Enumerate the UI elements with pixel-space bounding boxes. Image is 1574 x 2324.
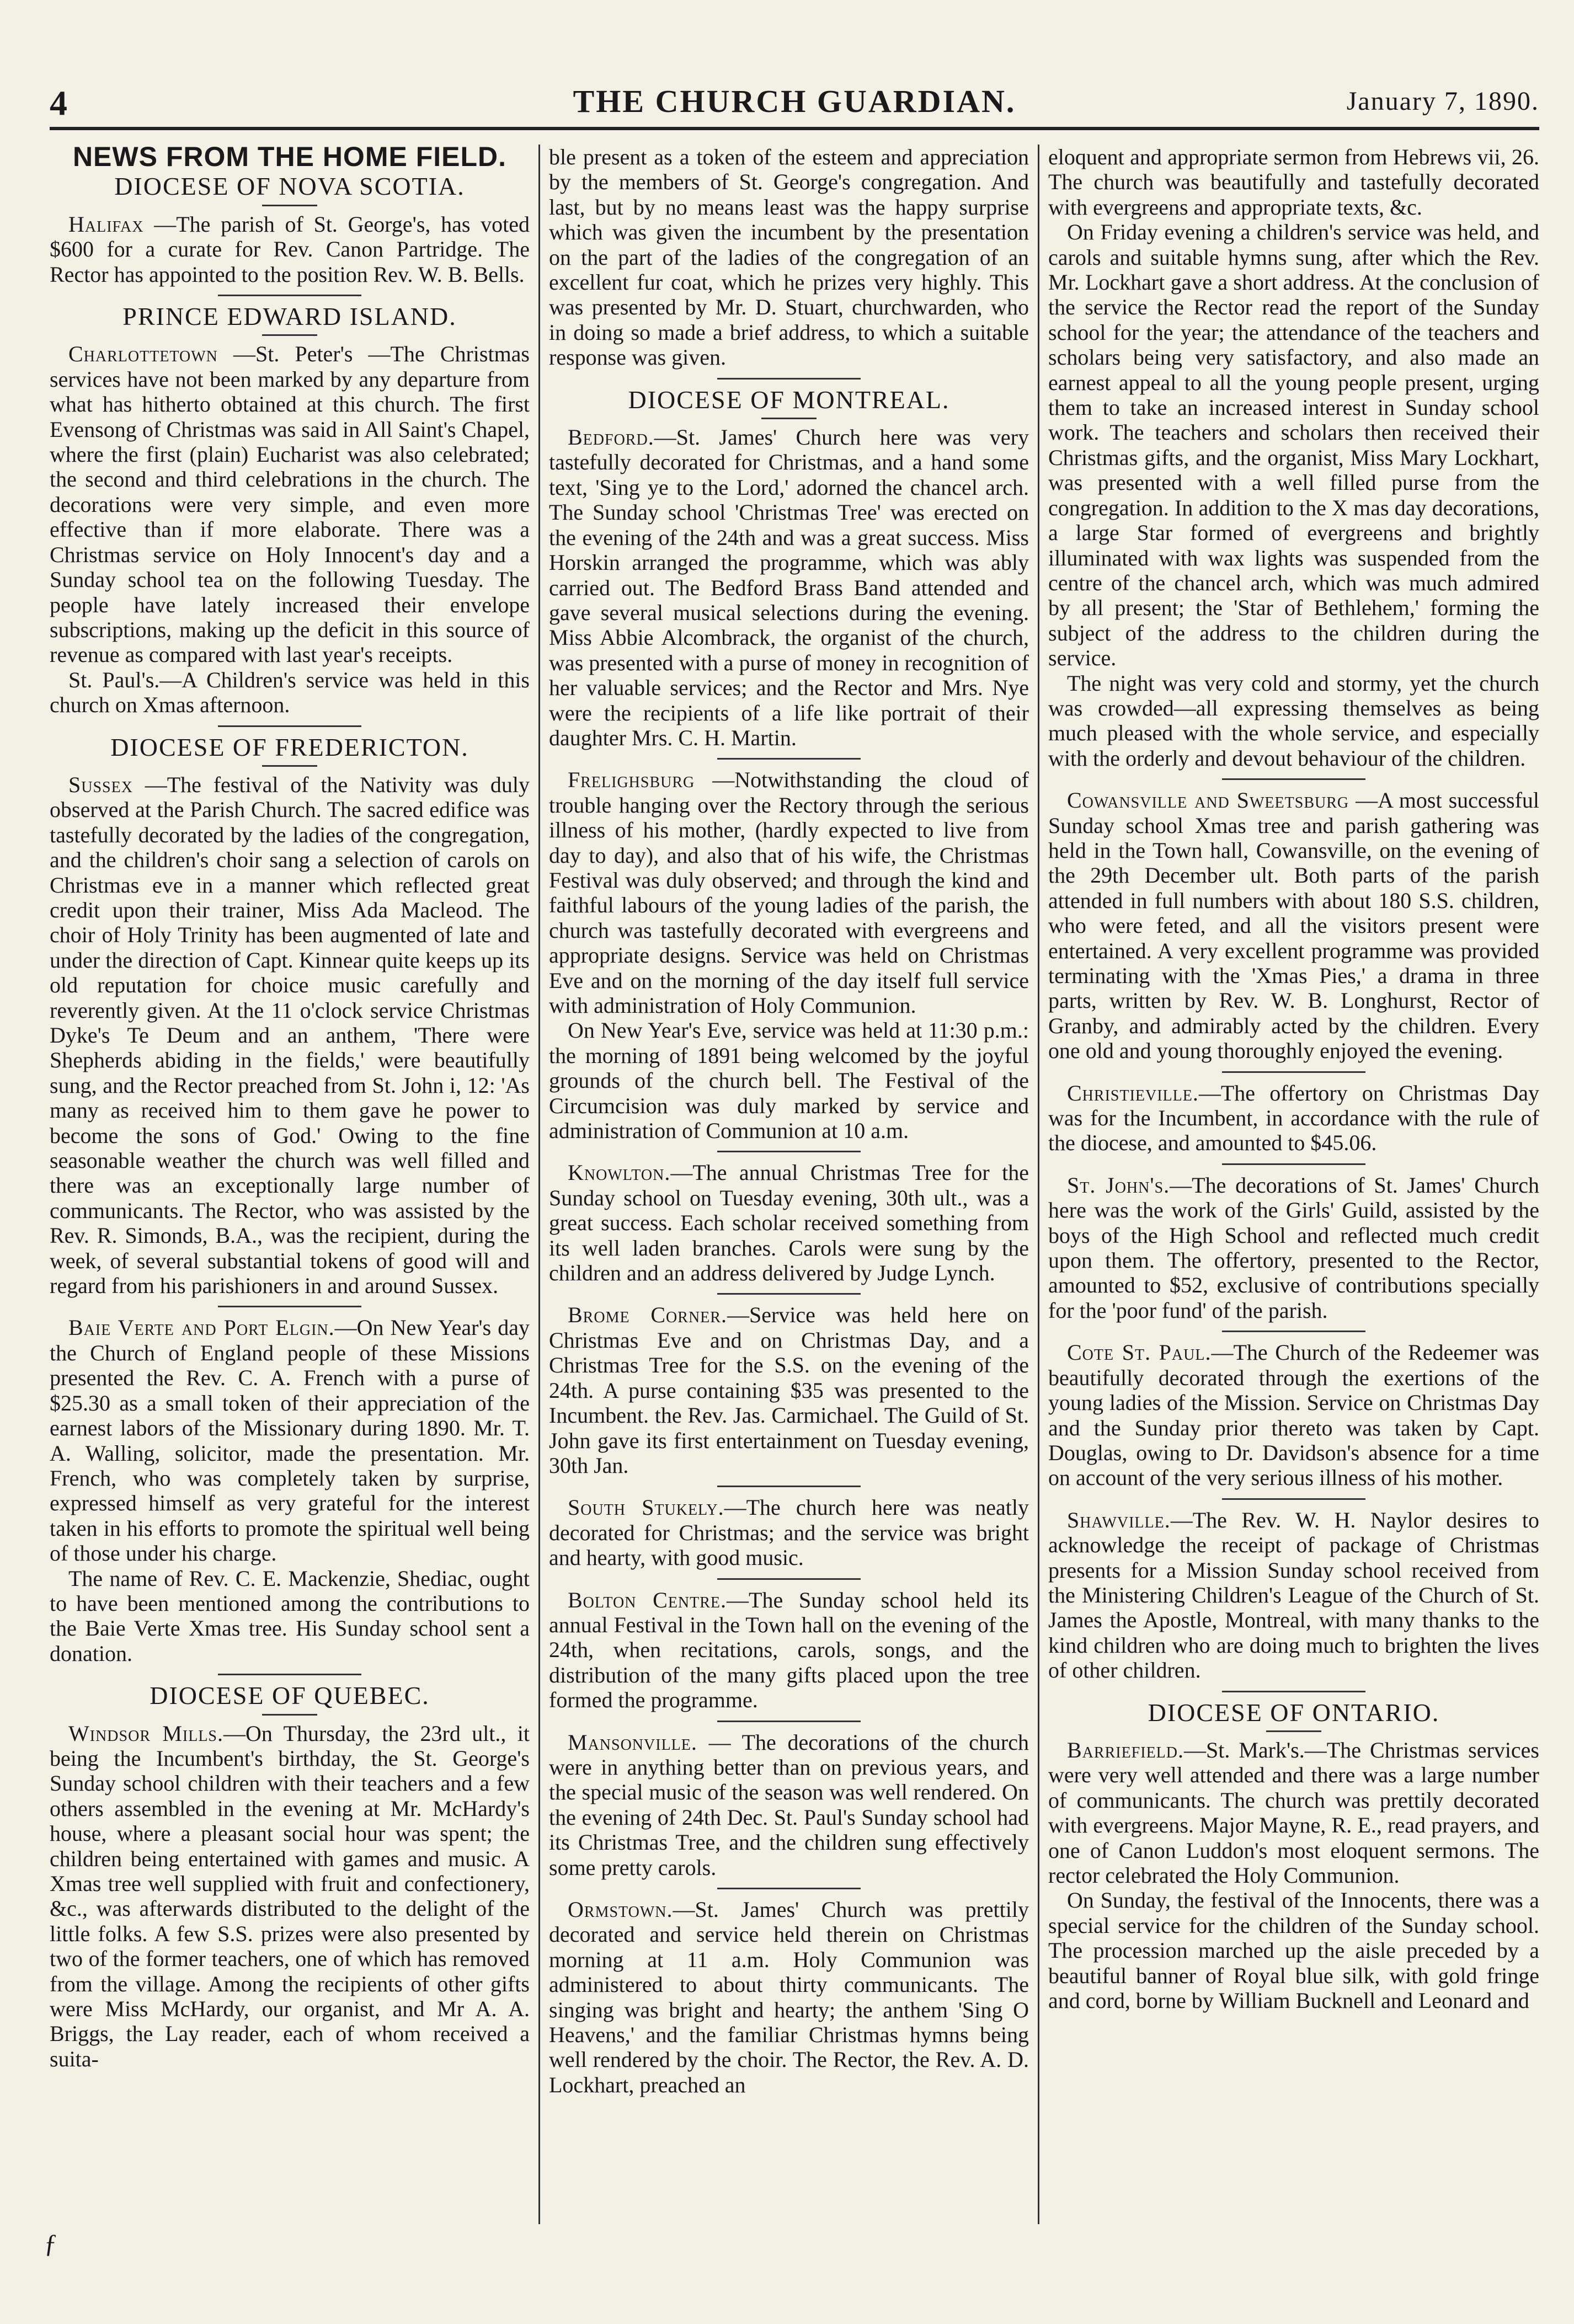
divider <box>717 378 861 380</box>
column-divider <box>538 145 540 2224</box>
divider <box>717 758 861 760</box>
article-text: —On Thursday, the 23rd ult., it being the Incumbent's birthday, the St. George's Sunday school children with their teachers and a few others assembled in the evening at Mr. McHardy's house, where a pleasant social hour was spent; the children being entertained with games and music. A Xmas tree well supplied with fruit and confectionery, &c., was afterwards distributed to the delight of the little folks. A few S.S. prizes were also presented by two of the former teachers, one of which has removed from the village. Among the recipients of other gifts were Miss McHardy, our organist, and Mr A. A. Briggs, the Lay reader, each of whom received a suita- <box>50 1721 530 2071</box>
divider <box>717 1293 861 1295</box>
place-name: Cowansville and Sweetsburg <box>1067 788 1349 813</box>
divider <box>262 765 317 767</box>
issue-date: January 7, 1890. <box>1346 87 1539 116</box>
diocese-heading: DIOCESE OF MONTREAL. <box>628 385 950 414</box>
divider <box>761 418 817 419</box>
page-header <box>50 83 1539 130</box>
divider <box>218 725 361 727</box>
article-windsor-mills <box>50 1721 530 2072</box>
divider <box>1222 778 1365 780</box>
place-name: Frelighsburg <box>568 767 695 793</box>
article-text: —The offertory on Christmas Day was for the Incumbent, in accordance with the rule of the diocese, and amounted to $45.06. <box>1048 1080 1539 1156</box>
article-text: —St. James' Church here was very tastefully decorated for Christmas, and a hand some text, 'Sing ye to the Lord,' adorned the chancel arch. The Sunday school 'Christmas Tree' was erected on the evening of the 24th and was a great success. Miss Horskin arranged the programme, which was ably carried out. The Bedford Brass Band attended and gave several musical selections during the evening. Miss Abbie Alcombrack, the organist of the church, was presented with a purse of money in recognition of her valuable services; and the Rector and Mrs. Nye were the recipients of a life like portrait of their daughter Mrs. C. H. Martin. <box>549 425 1029 750</box>
article-frelighsburg <box>549 767 1029 1018</box>
column-2 <box>549 145 1029 2219</box>
article-sussex <box>50 772 530 1299</box>
article-text: —On New Year's day the Church of England people of these Missions presented the Rev. C. A. French with a purse of $25.30 as a small token of their appreciation of the earnest labors of the Missionary during 1890. Mr. T. A. Walling, solicitor, made the presentation. Mr. French, who was completely taken by surprise, expressed himself as very grateful for the interest taken in his efforts to promote the spiritual well being of those under his charge. <box>50 1315 530 1566</box>
column-1 <box>50 145 530 2219</box>
article-text: —The Sunday school held its annual Festival in the Town hall on the evening of the 24th, when recitations, carols, songs, and the distribution of the many gifts placed upon the tree formed the programme. <box>549 1587 1029 1713</box>
divider <box>262 334 317 336</box>
article-text: —The parish of St. George's, has voted $600 for a curate for Rev. Canon Partridge. The Rector has appointed to the position Rev. W. B. Bells. <box>50 211 530 287</box>
divider <box>717 1578 861 1580</box>
place-name: Charlottetown <box>68 341 218 367</box>
article-continued: ble present as a token of the esteem and appreciation by the members of St. George's congregation. And last, but by no means least was the happy surprise which was given the incumbent by the presentation on the part of the ladies of the congregation of an excellent fur coat, which he prizes very highly. This was presented by Mr. D. Stuart, churchwarden, who in doing so made a brief address, to which a suitable response was given. <box>549 145 1029 370</box>
place-name: Ormstown. <box>568 1897 673 1922</box>
diocese-heading: PRINCE EDWARD ISLAND. <box>122 302 457 331</box>
article-text: —The festival of the Nativity was duly observed at the Parish Church. The sacred edifice was tastefully decorated by the ladies of the congregation, and the children's choir sang a selection of carols on Christmas eve in a manner which reflected great credit upon their trainer, Miss Ada Macleod. The choir of Holy Trinity has been augmented of late and under the direction of Capt. Kinnear quite keeps up its old reputation for choice music carefully and reverently given. At the 11 o'clock service Christmas Dyke's Te Deum and an anthem, 'There were Shepherds abiding in the fields,' were beautifully sung, and the Rector preached from St. John i, 12: 'As many as received him to them gave he power to become the sons of God.' Owing to the fine seasonable weather the church was well filled and there was an exceptionally large number of communicants. The Rector, who was assisted by the Rev. R. Simonds, B.A., was the recipient, during the week, of several substantial tokens of good will and regard from his parishioners in and around Sussex. <box>50 772 530 1299</box>
article-text: —The Rev. W. H. Naylor desires to acknowledge the receipt of package of Christmas presents for a Mission Sunday school received from the Ministering Children's League of the Church of St. James the Apostle, Montreal, with many thanks to the kind children who are doing much to brighten the lives of other children. <box>1048 1507 1539 1683</box>
article-text: —Service was held here on Christmas Eve and on Christmas Day, and a Christmas Tree for the S.S. on the evening of the 24th. A purse containing $35 was presented to the Incumbent. the Rev. Jas. Carmichael. The Guild of St. John gave its first entertainment on Tuesday evening, 30th Jan. <box>549 1302 1029 1478</box>
place-name: Baie Verte and Port Elgin. <box>68 1315 335 1340</box>
divider <box>1222 1331 1365 1332</box>
divider <box>717 1721 861 1722</box>
divider <box>262 1714 317 1716</box>
page-number: 4 <box>50 83 67 122</box>
divider <box>1222 1498 1365 1500</box>
place-name: Bolton Centre. <box>568 1587 727 1612</box>
article-friday-service: On Friday evening a children's service was held, and carols and suitable hymns sung, after which the Rev. Mr. Lockhart gave a short address. At the conclusion of the service the Rector read the report of the Sunday school for the year; the attendance of the teachers and scholars being very satisfactory, and also made an earnest appeal to all the young people present, urging them to take an increased interest in Sunday school work. The teachers and scholars then received their Christmas gifts, and the organist, Miss Mary Lockhart, was presented with a well filled purse from the congregation. In addition to the X mas day decorations, a large Star formed of evergreens and brightly illuminated with wax lights was suspended from the centre of the chancel arch, which was much admired by all present; the 'Star of Bethlehem,' forming the subject of the address to the children during the service. <box>1048 220 1539 671</box>
place-name: Halifax <box>68 211 144 237</box>
article-text: —A most successful Sunday school Xmas tree and parish gathering was held in the Town hall, Cowansville, on the evening of the 29th December ult. Both parts of the parish attended in full numbers with about 180 S.S. children, who were feted, and all the visitors present were entertained. A very excellent programme was provided terminating with the 'Xmas Pies,' a drama in three parts, written by Rev. W. B. Longhurst, Rector of Granby, and admirably acted by the children. Every one old and young thoroughly enjoyed the evening. <box>1048 788 1539 1064</box>
divider <box>717 1888 861 1889</box>
article-st-pauls: St. Paul's.—A Children's service was held in this church on Xmas afternoon. <box>50 667 530 718</box>
margin-mark: ƒ <box>44 2229 57 2258</box>
article-night: The night was very cold and stormy, yet the church was crowded—all expressing themselves as being much pleased with the whole service, and especially with the orderly and devout behaviour of the children. <box>1048 670 1539 771</box>
diocese-heading: DIOCESE OF QUEBEC. <box>150 1681 430 1710</box>
article-text: —The annual Christmas Tree for the Sunday school on Tuesday evening, 30th ult., was a great success. Each scholar received something from its well laden branches. Carols were sung by the children and an address delivered by Judge Lynch. <box>549 1160 1029 1286</box>
article-ormstown <box>549 1897 1029 2097</box>
divider <box>218 295 361 296</box>
article-charlottetown <box>50 341 530 667</box>
masthead-title: THE CHURCH GUARDIAN. <box>573 83 1016 119</box>
divider <box>717 1151 861 1152</box>
divider <box>1222 1071 1365 1073</box>
place-name: Barriefield. <box>1067 1737 1184 1762</box>
divider <box>717 1486 861 1487</box>
place-name: Christieville. <box>1067 1080 1199 1105</box>
article-text: —Notwithstanding the cloud of trouble hanging over the Rectory through the serious illness of his mother, (hardly expected to live from day to day), and also that of his wife, the Christmas Festival was duly observed; and through the kind and faithful labours of the young ladies of the parish, the church was tastefully decorated with evergreens and appropriate designs. Service was held on Christmas Eve and on the morning of the day itself full service with administration of Holy Communion. <box>549 767 1029 1018</box>
section-heading: NEWS FROM THE HOME FIELD. <box>72 145 507 172</box>
place-name: South Stukely. <box>568 1495 724 1520</box>
place-name: Bedford. <box>568 425 654 450</box>
article-bedford <box>549 425 1029 750</box>
article-mansonville <box>549 1730 1029 1880</box>
place-name: Windsor Mills. <box>68 1721 223 1746</box>
article-mackenzie: The name of Rev. C. E. Mackenzie, Shediac, ought to have been mentioned among the contributions to the Baie Verte Xmas tree. His Sunday school sent a donation. <box>50 1566 530 1666</box>
place-name: Cote St. Paul. <box>1067 1340 1212 1365</box>
article-text: —The church here was neatly decorated for Christmas; and the service was bright and hearty, with good music. <box>549 1495 1029 1570</box>
article-christieville <box>1048 1081 1539 1156</box>
article-st-johns <box>1048 1173 1539 1323</box>
article-shawville <box>1048 1508 1539 1683</box>
place-name: Knowlton. <box>568 1160 671 1185</box>
article-text: —The Church of the Redeemer was beautifully decorated through the exertions of the young ladies of the Mission. Service on Christmas Day and the Sunday prior thereto was taken by Capt. Douglas, owing to Dr. Davidson's absence for a time on account of the very serious illness of his mother. <box>1048 1340 1539 1490</box>
article-text: —St. Mark's.—The Christmas services were very well attended and there was a large number of communicants. The church was prettily decorated with evergreens. Major Mayne, R. E., read prayers, and one of Canon Luddon's most eloquent sermons. The rector celebrated the Holy Communion. <box>1048 1737 1539 1888</box>
diocese-heading: DIOCESE OF ONTARIO. <box>1148 1698 1440 1727</box>
place-name: Sussex <box>68 772 133 797</box>
place-name: Mansonville. <box>568 1729 697 1755</box>
article-bolton-centre <box>549 1588 1029 1713</box>
place-name: Shawville. <box>1067 1507 1171 1532</box>
article-brome-corner <box>549 1302 1029 1478</box>
divider <box>262 205 317 206</box>
article-cote-st-paul <box>1048 1340 1539 1490</box>
article-text: —St. James' Church was prettily decorated and service held therein on Christmas morning at 11 a.m. Holy Communion was administered to about thirty communicants. The singing was bright and hearty; the anthem 'Sing O Heavens,' and the familiar Christmas hymns being well rendered by the choir. The Rector, the Rev. A. D. Lockhart, preached an <box>549 1897 1029 2097</box>
diocese-heading: DIOCESE OF NOVA SCOTIA. <box>114 172 465 201</box>
place-name: St. John's. <box>1067 1172 1170 1198</box>
column-3 <box>1048 145 1539 2219</box>
article-south-stukely <box>549 1495 1029 1570</box>
article-text: —St. Peter's —The Christmas services have not been marked by any departure from what has hitherto obtained at this church. The first Evensong of Christmas was said in All Saint's Chapel, where the first (plain) Eucharist was also celebrated; the second and third celebrations in the church. The decorations were very simple, and even more effective than if more elaborate. There was a Christmas service on Holy Innocent's day and a Sunday school tea on the following Tuesday. The people have lately increased their envelope subscriptions, making up the deficit in this source of revenue as compared with last year's receipts. <box>50 341 530 667</box>
article-innocents-sunday: On Sunday, the festival of the Innocents, there was a special service for the children of the Sunday school. The procession marched up the aisle preceded by a beautiful banner of Royal blue silk, with gold fringe and cord, borne by William Bucknell and Leonard and <box>1048 1888 1539 2013</box>
article-new-years-eve: On New Year's Eve, service was held at 11:30 p.m.: the morning of 1891 being welcomed by the joyful grounds of the church bell. The Festival of the Circumcision was duly marked by service and administration of Communion at 10 a.m. <box>549 1018 1029 1144</box>
article-text: — The decorations of the church were in anything better than on previous years, and the special music of the season was well rendered. On the evening of 24th Dec. St. Paul's Sunday school had its Christmas Tree, and the children sung effectively some pretty carols. <box>549 1729 1029 1880</box>
diocese-heading: DIOCESE OF FREDERICTON. <box>110 733 469 761</box>
article-continued: eloquent and appropriate sermon from Hebrews vii, 26. The church was beautifully and tastefully decorated with evergreens and appropriate texts, &c. <box>1048 145 1539 220</box>
article-barriefield <box>1048 1738 1539 1888</box>
article-halifax <box>50 212 530 287</box>
column-divider <box>1038 145 1039 2224</box>
divider <box>218 1306 361 1307</box>
divider <box>1222 1163 1365 1165</box>
divider <box>1222 1691 1365 1692</box>
article-baie-verte <box>50 1315 530 1566</box>
place-name: Brome Corner. <box>568 1302 727 1328</box>
divider <box>218 1674 361 1675</box>
article-cowansville <box>1048 788 1539 1063</box>
article-text: —The decorations of St. James' Church here was the work of the Girls' Guild, assisted by the boys of the High School and reflected much credit upon them. The offertory, presented to the Rector, amounted to $52, exclusive of contributions specially for the 'poor fund' of the parish. <box>1048 1172 1539 1323</box>
article-knowlton <box>549 1160 1029 1285</box>
divider <box>1266 1730 1321 1732</box>
